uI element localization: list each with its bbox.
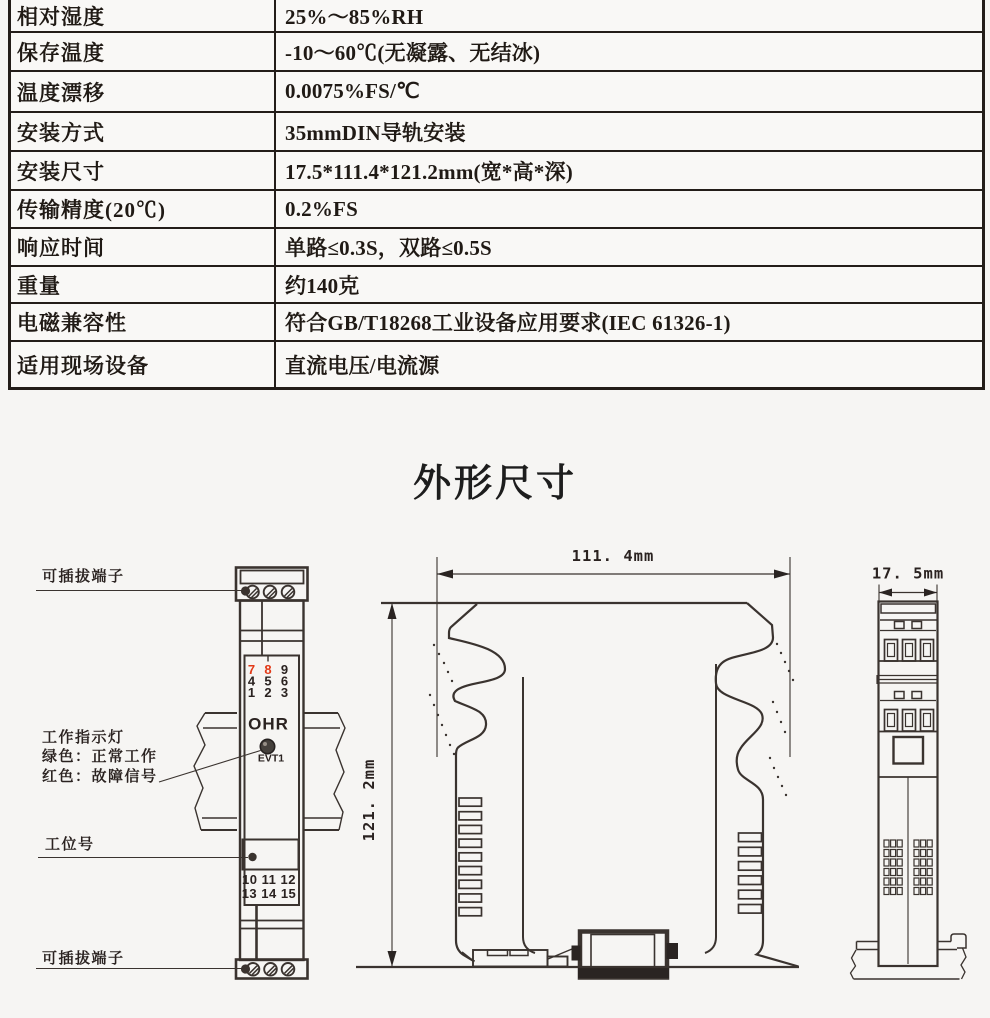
terminal-block-top [236,568,308,601]
table-row [11,0,982,33]
terminal-row-1 [885,640,934,662]
terminal-number: 9 [280,662,289,677]
front-view [36,567,345,979]
terminal-number: 5 [264,673,272,689]
terminal-number: 3 [280,685,289,700]
dimension-label-depth: 17. 5mm [871,564,945,583]
mounting-base [462,949,572,967]
terminal-number: 6 [280,673,289,689]
terminal-numbers-bottom-row1: 10 11 12 [242,872,296,887]
spec-label: 相对湿度 [11,0,276,31]
label-indicator-green: 绿色：正常工作 [42,748,158,765]
spec-value: 符合GB/T18268工业设备应用要求(IEC 61326-1) [285,311,731,335]
table-row [11,113,982,152]
table-row [11,33,982,72]
spec-value: 约140克 [285,273,360,298]
terminal-block-bottom [236,960,308,979]
vent-slots-left [459,798,482,916]
terminal-number: 7 [247,662,256,677]
housing-inner-wall-left [523,677,535,953]
table-row [11,152,982,191]
arrowhead [437,570,453,579]
terminal-number: 2 [264,685,272,700]
table-row [11,342,982,387]
led-highlight [263,742,267,746]
spec-label: 安装方式 [11,113,276,150]
station-window-end [894,737,924,764]
terminal-row-2 [885,710,934,732]
spec-value: 0.0075%FS/℃ [285,79,420,103]
spec-label: 温度漂移 [11,72,276,111]
end-view [851,565,967,980]
dimension-label-width: 111. 4mm [571,547,655,565]
arrowhead [924,589,937,597]
spec-value: 17.5*111.4*121.2mm(宽*高*深) [285,159,573,184]
arrowhead [774,570,790,579]
label-indicator-red: 红色：故障信号 [42,768,158,785]
led-label: EVT1 [257,752,285,765]
spec-label: 重量 [11,267,276,302]
din-clip [572,932,679,979]
arrowhead [388,603,397,619]
brand-logo: OHR [248,714,289,734]
terminal-marker-dot [241,964,250,973]
spec-value: 0.2%FS [285,196,358,221]
spec-label: 响应时间 [11,229,276,265]
arrowhead [388,951,397,967]
spec-value: 35mmDIN导轨安装 [285,120,466,145]
spec-label: 传输精度(20℃) [11,191,276,227]
outline-drawing [0,530,990,1018]
terminal-numbers-top [248,662,288,700]
vent-slots-right [739,833,762,913]
spec-value: 25%～85%RH [285,4,424,29]
vent-grid-right [914,840,932,895]
table-row [11,229,982,267]
label-pluggable-terminal-bottom: 可插拔端子 [42,950,125,967]
side-view [356,547,799,978]
spec-label: 保存温度 [11,33,276,70]
table-row [11,304,982,342]
table-row [11,191,982,229]
vent-grid-left [884,840,902,895]
spec-label: 安装尺寸 [11,152,276,189]
module-body [240,601,304,961]
terminal-numbers-bottom-row2: 13 14 15 [241,886,297,901]
table-row [11,267,982,304]
terminal-number: 8 [264,662,272,677]
spec-label: 适用现场设备 [11,342,276,387]
section-title: 外形尺寸 [412,463,577,505]
label-station-number: 工位号 [45,836,95,853]
label-indicator-title: 工作指示灯 [42,729,125,746]
label-pluggable-terminal-top: 可插拔端子 [42,568,125,585]
dimension-label-height: 121. 2mm [360,758,378,842]
window-marker-dot [248,853,256,861]
spec-value: 直流电压/电流源 [285,353,440,378]
spec-value: -10～60℃(无凝露、无结冰) [285,40,541,65]
table-row [11,72,982,113]
housing-right-profile [716,603,799,967]
housing-inner-wall-right [705,664,716,953]
arrowhead [879,589,892,597]
terminal-number: 4 [247,673,256,689]
spec-table [8,0,985,390]
terminal-number: 1 [247,685,256,700]
spec-value: 单路≤0.3S，双路≤0.5S [285,236,492,260]
spec-label: 电磁兼容性 [11,304,276,340]
